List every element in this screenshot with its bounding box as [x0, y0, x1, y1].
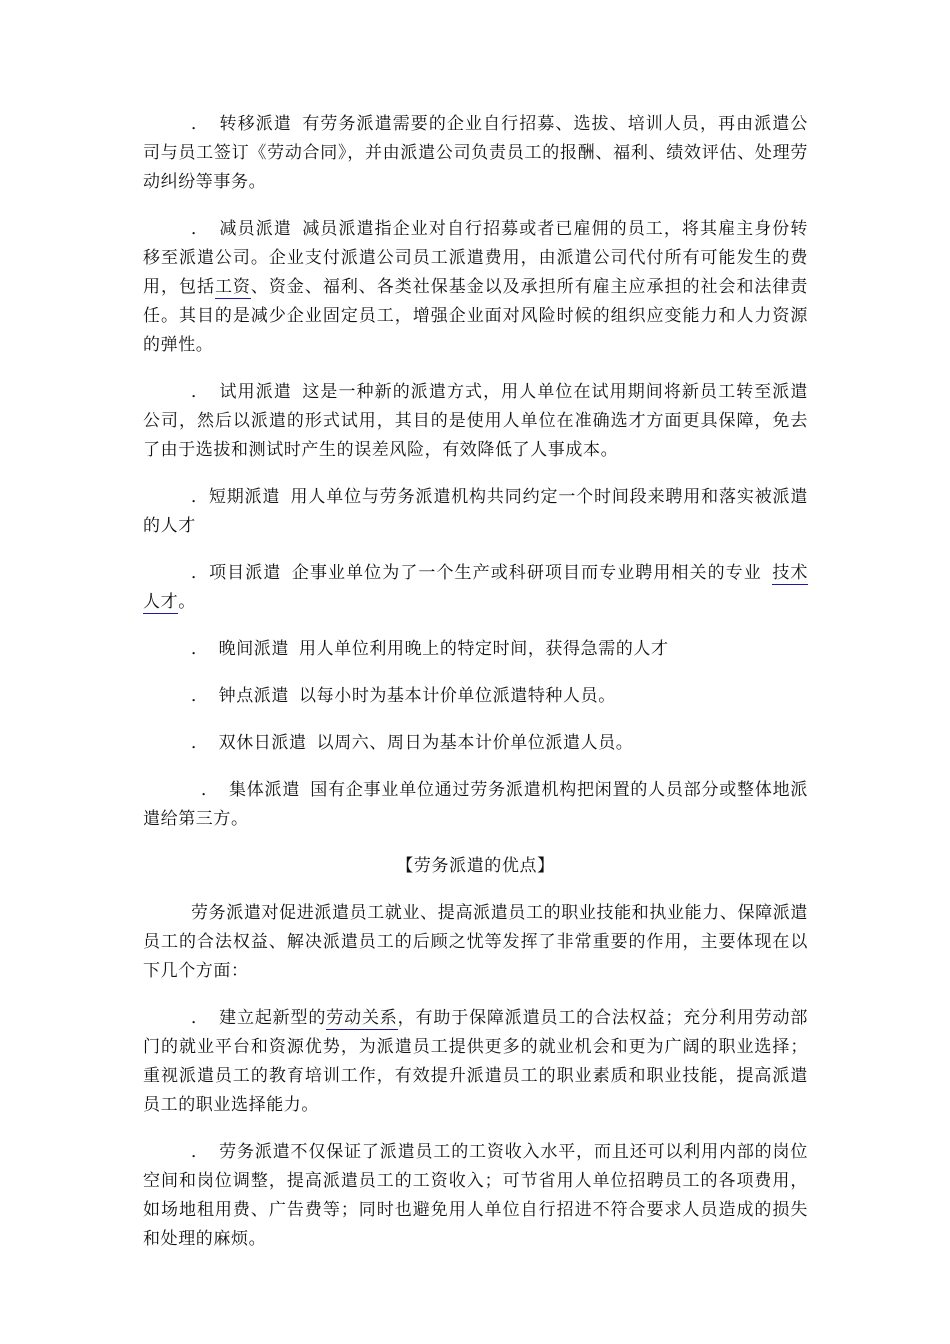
link-technical-talent[interactable]: 技术人才 [143, 563, 808, 612]
term-title: 双休日派遣 [218, 733, 307, 753]
link-labor-relations[interactable]: 劳动关系 [326, 1008, 398, 1028]
paragraph-collective-dispatch [143, 776, 808, 834]
list-marker: ． [191, 686, 209, 706]
paragraph-text: 用人单位利用晚上的特定时间，获得急需的人才 [299, 639, 669, 659]
term-title: 减员派遣 [219, 219, 292, 239]
term-title: 钟点派遣 [218, 686, 290, 706]
section-heading: 【劳务派遣的优点】 [396, 856, 555, 876]
paragraph-text: 以每小时为基本计价单位派遣特种人员。 [299, 686, 616, 706]
list-marker: ． [191, 219, 210, 239]
list-marker: ． [191, 639, 209, 659]
paragraph-evening-dispatch [143, 635, 808, 664]
list-marker: ． [191, 563, 210, 583]
paragraph-text: ，有助于保障派遣员工的合法权益；充分利用劳动部门的就业平台和资源优势，为派遣员工提供更多的就业机会和更为广阔的职业选择；重视派遣员工的教育培训工作，有效提升派遣员工的职业素质和职业技能，提高派遣员工的职业选择能力。 [143, 1008, 808, 1115]
list-marker: ． [191, 382, 210, 402]
paragraph-text: 有劳务派遣需要的企业自行招募、选拔、培训人员，再由派遣公司与员工签订《劳动合同》，并由派遣公司负责员工的报酬、福利、绩效评估、处理劳动纠纷等事务。 [143, 114, 808, 192]
list-marker: ． [191, 1142, 209, 1162]
paragraph-project-dispatch [143, 559, 808, 617]
paragraph-text: 劳务派遣不仅保证了派遣员工的工资收入水平，而且还可以利用内部的岗位空间和岗位调整，提高派遣员工的工资收入；可节省用人单位招聘员工的各项费用，如场地租用费、广告费等；同时也避免用人单位自行招进不符合要求人员造成的损失和处理的麻烦。 [143, 1142, 808, 1249]
paragraph-text: 以周六、周日为基本计价单位派遣人员。 [316, 733, 634, 753]
list-marker: ． [201, 780, 219, 800]
paragraph-advantage-income [143, 1138, 808, 1254]
paragraph-trial-dispatch [143, 378, 808, 465]
paragraph-text: 企事业单位为了一个生产或科研项目而专业聘用相关的专业 [291, 563, 762, 583]
list-marker: ． [191, 1008, 209, 1028]
term-title: 转移派遣 [219, 114, 292, 134]
term-title: 短期派遣 [208, 487, 281, 507]
term-title: 项目派遣 [209, 563, 282, 583]
paragraph-transfer-dispatch [143, 110, 808, 197]
paragraph-text: 用人单位与劳务派遣机构共同约定一个时间段来聘用和落实被派遣的人才 [143, 487, 808, 536]
paragraph-hourly-dispatch [143, 682, 808, 711]
paragraph-short-term-dispatch [143, 483, 808, 541]
paragraph-text: 建立起新型的 [218, 1008, 327, 1028]
list-marker: ． [191, 487, 209, 507]
list-marker: ． [191, 114, 210, 134]
term-title: 试用派遣 [219, 382, 292, 402]
paragraph-reduction-dispatch [143, 215, 808, 360]
document-body [143, 110, 808, 1272]
paragraph-text: 国有企事业单位通过劳务派遣机构把闲置的人员部分或整体地派遣给第三方。 [143, 780, 808, 829]
paragraph-weekend-dispatch [143, 729, 808, 758]
paragraph-advantage-labor-relations [143, 1004, 808, 1120]
paragraph-text: 减员派遣指企业对自行招募或者已雇佣的员工，将其雇主身份转移至派遣公司。企业支付派遣公司员工派遣费用，由派遣公司代付所有可能发生的费用，包括 [143, 219, 808, 297]
list-marker: ． [191, 733, 209, 753]
paragraph-text: 、资金、福利、各类社保基金以及承担所有雇主应承担的社会和法律责任。其目的是减少企业固定员工，增强企业面对风险时候的组织应变能力和人力资源的弹性。 [143, 277, 808, 355]
term-title: 集体派遣 [228, 780, 301, 800]
paragraph-text: 。 [178, 592, 196, 612]
paragraph-text: 这是一种新的派遣方式，用人单位在试用期间将新员工转至派遣公司，然后以派遣的形式试用，其目的是使用人单位在准确选才方面更具保障，免去了由于选拔和测试时产生的误差风险，有效降低了人事成本。 [143, 382, 808, 460]
link-wages[interactable]: 工资 [214, 277, 251, 297]
paragraph-intro: 劳务派遣对促进派遣员工就业、提高派遣员工的职业技能和执业能力、保障派遣员工的合法权益、解决派遣员工的后顾之忧等发挥了非常重要的作用，主要体现在以下几个方面： [143, 903, 808, 981]
term-title: 晚间派遣 [218, 639, 290, 659]
